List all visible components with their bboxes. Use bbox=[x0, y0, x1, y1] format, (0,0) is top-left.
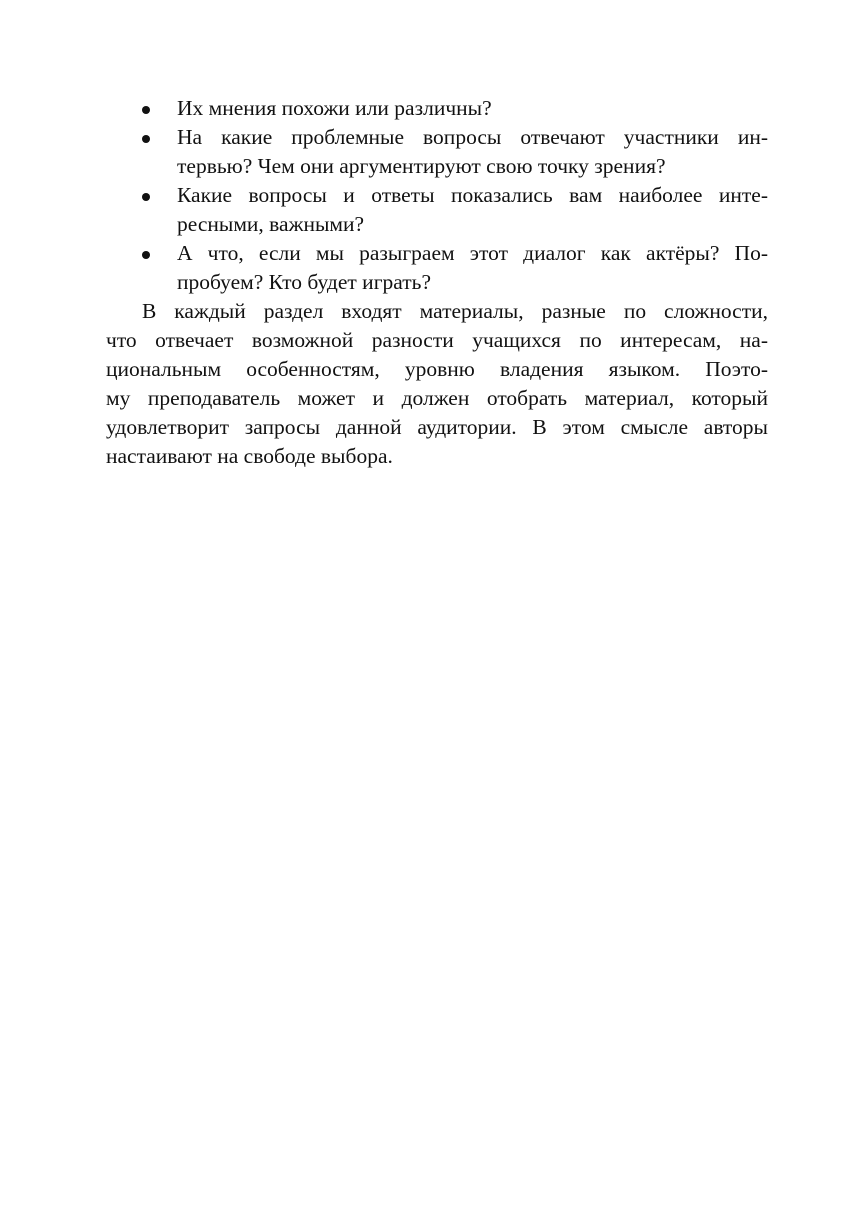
bullet-list bbox=[106, 94, 768, 297]
list-item-line: пробуем? Кто будет играть? bbox=[177, 270, 431, 294]
paragraph-line-first: В каждый раздел входят материалы, разные по сложности, bbox=[142, 299, 768, 323]
paragraph-line: что отвечает возможной разности учащихся по интересам, на- bbox=[106, 328, 768, 352]
bullet-icon bbox=[142, 251, 150, 259]
list-item bbox=[106, 94, 768, 123]
list-item-line: тервью? Чем они аргументируют свою точку зрения? bbox=[177, 154, 666, 178]
paragraph-line: удовлетворит запросы данной аудитории. В этом смысле авторы bbox=[106, 415, 768, 439]
list-item-line: Какие вопросы и ответы показались вам наиболее инте- bbox=[177, 183, 768, 207]
list-item bbox=[106, 123, 768, 181]
list-item bbox=[106, 181, 768, 239]
list-item-line: На какие проблемные вопросы отвечают участники ин- bbox=[177, 125, 768, 149]
body-paragraph bbox=[106, 297, 768, 471]
list-item-line: ресными, важными? bbox=[177, 212, 365, 236]
paragraph-line-last: настаивают на свободе выбора. bbox=[106, 444, 393, 468]
paragraph-line: му преподаватель может и должен отобрать материал, который bbox=[106, 386, 768, 410]
bullet-icon bbox=[142, 135, 150, 143]
list-item bbox=[106, 239, 768, 297]
list-item-line: Их мнения похожи или различны? bbox=[177, 96, 492, 120]
list-item-line: А что, если мы разыграем этот диалог как актёры? По- bbox=[177, 241, 768, 265]
bullet-icon bbox=[142, 106, 150, 114]
bullet-icon bbox=[142, 193, 150, 201]
page-content bbox=[106, 94, 768, 471]
paragraph-line: циональным особенностям, уровню владения языком. Поэто- bbox=[106, 357, 768, 381]
